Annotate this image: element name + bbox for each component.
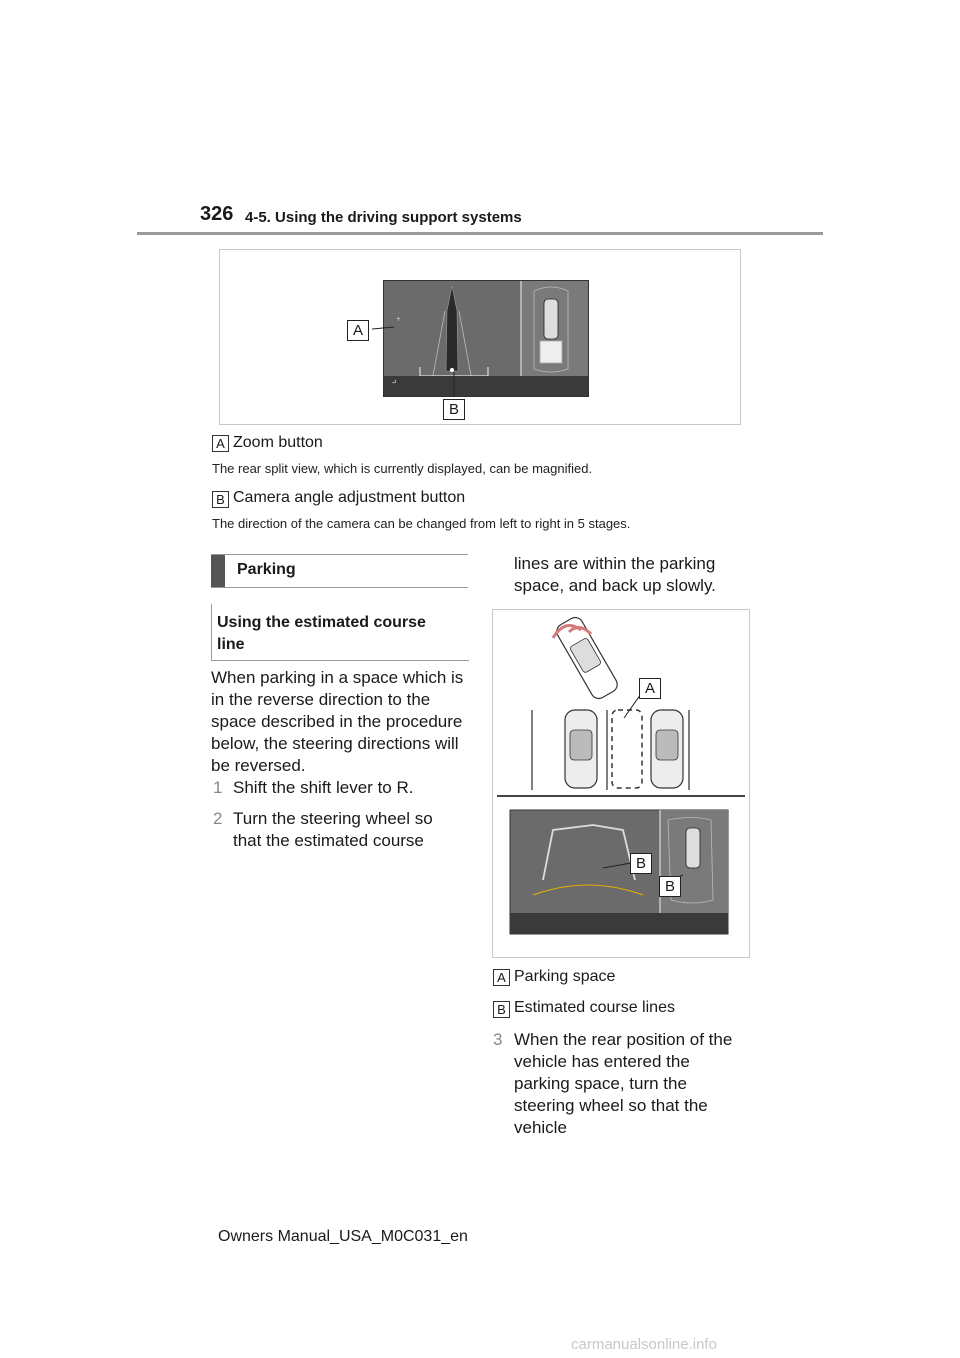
legend-tag-a: A [493, 969, 510, 986]
parking-intro: When parking in a space which is in the reverse direction to the space described in the procedure below, the steering directions will be reversed. [211, 668, 464, 775]
legend-label-course-lines: Estimated course lines [514, 999, 675, 1016]
figure-parking [492, 609, 750, 958]
legend-tag-a: A [212, 435, 229, 452]
callout-b: B [443, 399, 465, 420]
parking-diagram [493, 610, 749, 957]
svg-text:+: + [396, 316, 402, 323]
subsection-course-line [211, 604, 469, 661]
legend-label-camera-angle-button: Camera angle adjustment button [233, 489, 466, 506]
section-bar [211, 555, 225, 587]
figure-camera-screen [219, 249, 741, 425]
step-3-number: 3 [493, 1030, 503, 1049]
step-1-text: Shift the shift lever to R. [233, 778, 414, 797]
callout-b: B [630, 853, 652, 874]
section-title: 4-5. Using the driving support systems [245, 209, 522, 226]
page-number: 326 [200, 203, 234, 225]
figure1-leader-lines [220, 250, 740, 424]
step-2-text: Turn the steering wheel so that the estimated course [233, 809, 433, 850]
section-parking-title: Parking [237, 561, 296, 578]
step-2-text-continued: lines are within the parking space, and back up slowly. [514, 554, 716, 595]
legend-note-zoom: The rear split view, which is currently displayed, can be magnified. [212, 461, 593, 476]
footer: Owners Manual_USA_M0C031_en [218, 1228, 468, 1245]
callout-a: A [347, 320, 369, 341]
legend-tag-b: B [493, 1001, 510, 1018]
subsection-title: Using the estimated course line [217, 614, 426, 653]
legend-tag-b: B [212, 491, 229, 508]
svg-text:⮐: ⮐ [392, 380, 397, 386]
header-rule [137, 232, 823, 235]
step-2-number: 2 [213, 809, 223, 828]
step-1-number: 1 [213, 778, 223, 797]
watermark: carmanualsonline.info [571, 1336, 717, 1353]
callout-a: A [639, 678, 661, 699]
step-3-text: When the rear position of the vehicle has entered the parking space, turn the steering wheel so that the vehicle [514, 1030, 733, 1137]
callout-b: B [659, 876, 681, 897]
legend-label-parking-space: Parking space [514, 968, 616, 985]
legend-label-zoom-button: Zoom button [233, 434, 323, 451]
section-parking [211, 554, 468, 588]
legend-note-camera-angle: The direction of the camera can be changed from left to right in 5 stages. [212, 516, 631, 531]
